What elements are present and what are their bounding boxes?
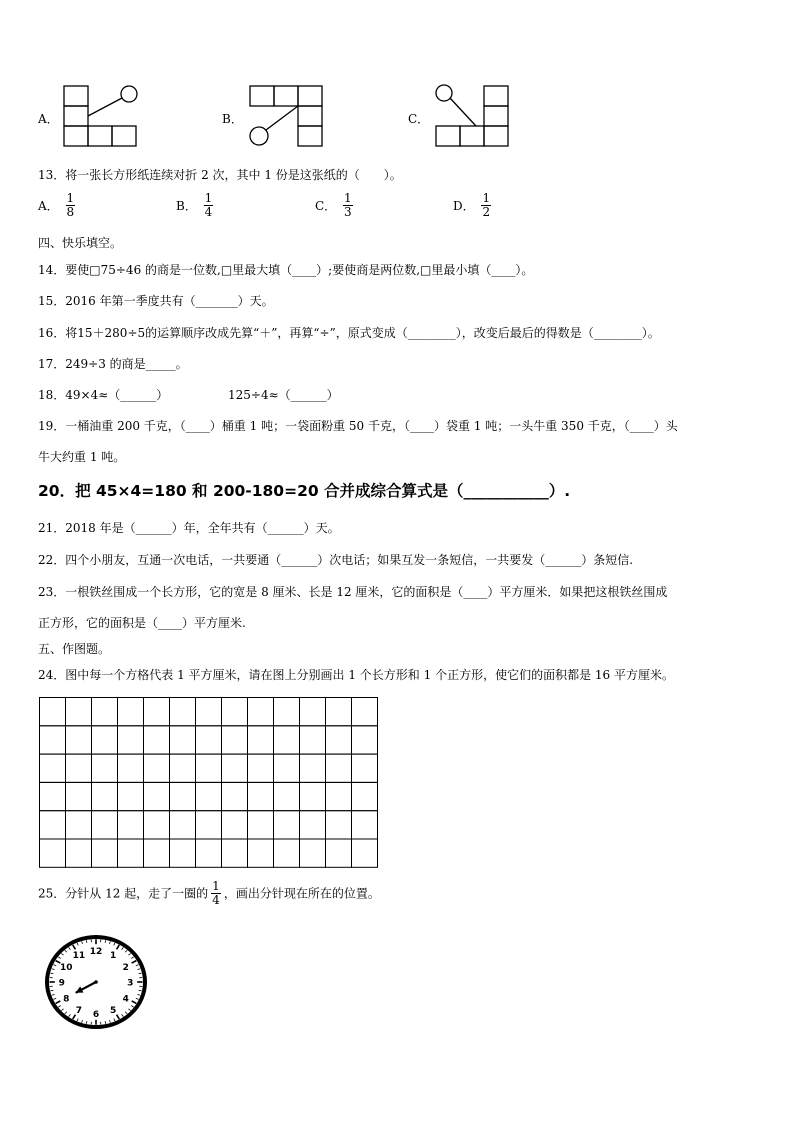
question-24: 24．图中每一个方格代表 1 平方厘米，请在图上分别画出 1 个长方形和 1 个正方形，使它们的面积都是 16 平方厘米。 — [38, 668, 674, 682]
q13-option-b-fraction: $\frac{1}{4}$ — [204, 191, 213, 219]
grid-cell[interactable] — [144, 726, 170, 754]
clock-number: 10 — [60, 962, 73, 973]
q13-option-d-fraction: $\frac{1}{2}$ — [482, 191, 491, 219]
grid-cell[interactable] — [326, 839, 352, 867]
grid-cell[interactable] — [118, 811, 144, 839]
grid-cell[interactable] — [92, 754, 118, 782]
grid-cell[interactable] — [196, 698, 222, 726]
grid-cell[interactable] — [248, 782, 274, 810]
grid-cell[interactable] — [248, 698, 274, 726]
clock-number: 7 — [75, 1005, 82, 1016]
grid-cell[interactable] — [66, 839, 92, 867]
question-18b: 125÷4≈（______） — [228, 388, 339, 402]
clock-tick — [139, 973, 142, 974]
clock-number: 9 — [58, 978, 65, 989]
grid-cell[interactable] — [300, 726, 326, 754]
grid-cell[interactable] — [352, 726, 378, 754]
clock-number: 4 — [122, 994, 129, 1005]
grid-cell[interactable] — [274, 811, 300, 839]
question-15: 15．2016 年第一季度共有（_______）天。 — [38, 294, 274, 308]
grid-cell[interactable] — [326, 811, 352, 839]
grid-cell[interactable] — [40, 726, 66, 754]
question-23-line1: 23．一根铁丝围成一个长方形，它的宽是 8 厘米、长是 12 厘米，它的面积是（____）平方厘米．如果把这根铁丝围成 — [38, 585, 668, 599]
figure-option-a-label: A． — [38, 112, 59, 126]
clock-center-pin — [94, 980, 98, 984]
grid-cell[interactable] — [144, 698, 170, 726]
grid-cell[interactable] — [144, 782, 170, 810]
figure-option-c-label: C． — [408, 112, 430, 126]
grid-cell[interactable] — [248, 754, 274, 782]
question-23-line2: 正方形，它的面积是（____）平方厘米. — [38, 616, 246, 630]
figure-option-c — [432, 84, 516, 148]
grid-cell[interactable] — [274, 698, 300, 726]
clock-number: 11 — [72, 951, 86, 962]
q13-option-d — [453, 192, 494, 219]
grid-cell[interactable] — [144, 839, 170, 867]
grid-cell[interactable] — [222, 811, 248, 839]
grid-cell[interactable] — [274, 782, 300, 810]
grid-cell[interactable] — [40, 839, 66, 867]
figure-option-b — [244, 84, 328, 148]
grid-cell[interactable] — [274, 726, 300, 754]
grid-cell[interactable] — [92, 811, 118, 839]
grid-cell[interactable] — [196, 839, 222, 867]
grid-cell[interactable] — [92, 698, 118, 726]
q13-option-a-label: A． — [38, 199, 59, 213]
grid-cell[interactable] — [66, 811, 92, 839]
grid-cell[interactable] — [196, 754, 222, 782]
grid-cell[interactable] — [118, 782, 144, 810]
grid-cell[interactable] — [352, 811, 378, 839]
clock-number: 3 — [127, 978, 134, 989]
grid-cell[interactable] — [40, 698, 66, 726]
clock-tick — [139, 990, 142, 991]
question-14: 14．要使□75÷46 的商是一位数,□里最大填（____）;要使商是两位数,□里最小填（____）。 — [38, 263, 534, 277]
grid-cell[interactable] — [222, 839, 248, 867]
question-19-line2: 牛大约重 1 吨。 — [38, 450, 126, 464]
clock-tick — [50, 990, 53, 991]
grid-cell[interactable] — [196, 726, 222, 754]
grid-cell[interactable] — [300, 698, 326, 726]
grid-cell[interactable] — [170, 698, 196, 726]
grid-cell[interactable] — [300, 839, 326, 867]
grid-cell[interactable] — [40, 754, 66, 782]
grid-cell[interactable] — [144, 811, 170, 839]
clock-number: 1 — [110, 951, 117, 962]
q13-option-c-fraction: $\frac{1}{3}$ — [344, 191, 352, 219]
question-25-fraction: $\frac{1}{4}$ — [212, 879, 220, 907]
grid-cell[interactable] — [222, 754, 248, 782]
grid-cell[interactable] — [92, 839, 118, 867]
grid-cell[interactable] — [326, 754, 352, 782]
grid-cell[interactable] — [274, 754, 300, 782]
grid-cell[interactable] — [248, 811, 274, 839]
grid-cell[interactable] — [170, 782, 196, 810]
question-17: 17．249÷3 的商是_____。 — [38, 357, 188, 371]
grid-cell[interactable] — [170, 811, 196, 839]
grid-cell[interactable] — [92, 726, 118, 754]
q13-option-a-fraction: $\frac{1}{8}$ — [66, 191, 75, 219]
q13-option-b-label: B． — [176, 199, 197, 213]
clock-number: 8 — [63, 994, 70, 1005]
grid-cell[interactable] — [170, 754, 196, 782]
square-grid[interactable] — [39, 697, 381, 867]
question-20: 20．把 45×4=180 和 200-180=20 合并成综合算式是（___________）. — [38, 482, 571, 500]
grid-cell[interactable] — [352, 698, 378, 726]
grid-cell[interactable] — [170, 726, 196, 754]
question-25 — [38, 880, 380, 907]
grid-cell[interactable] — [222, 698, 248, 726]
question-19-line1: 19．一桶油重 200 千克，（____）桶重 1 吨；一袋面粉重 50 千克，（____）袋重 1 吨；一头牛重 350 千克，（____）头 — [38, 419, 678, 433]
clock-number: 12 — [89, 947, 103, 957]
grid-cell[interactable] — [118, 754, 144, 782]
grid-cell[interactable] — [196, 811, 222, 839]
grid-cell[interactable] — [248, 726, 274, 754]
question-18a: 18．49×4≈（______） — [38, 388, 169, 402]
grid-cell[interactable] — [248, 839, 274, 867]
figure-option-b-label: B． — [222, 112, 243, 126]
grid-cell[interactable] — [300, 782, 326, 810]
clock-face[interactable] — [44, 934, 150, 1030]
q13-option-b — [176, 192, 216, 219]
question-25-after: ，画出分针现在所在的位置。 — [223, 886, 380, 901]
grid-cell[interactable] — [40, 811, 66, 839]
clock-number: 5 — [110, 1005, 117, 1016]
grid-cell[interactable] — [66, 726, 92, 754]
section-4-heading: 四、快乐填空。 — [38, 236, 123, 250]
q13-option-c — [315, 192, 356, 219]
grid-cell[interactable] — [274, 839, 300, 867]
grid-cell[interactable] — [300, 811, 326, 839]
figure-option-a — [62, 84, 142, 148]
grid-cell[interactable] — [352, 782, 378, 810]
grid-cell[interactable] — [40, 782, 66, 810]
grid-cell[interactable] — [352, 754, 378, 782]
clock-number: 2 — [122, 962, 129, 973]
question-16: 16．将15＋280÷5的运算顺序改成先算“＋”，再算“÷”，原式变成（________），改变后最后的得数是（________）。 — [38, 326, 660, 340]
grid-cell[interactable] — [66, 782, 92, 810]
grid-cell[interactable] — [118, 839, 144, 867]
grid-cell[interactable] — [352, 839, 378, 867]
grid-cell[interactable] — [326, 782, 352, 810]
grid-cell[interactable] — [170, 839, 196, 867]
grid-cell[interactable] — [118, 698, 144, 726]
q13-option-a — [38, 192, 78, 219]
grid-cell[interactable] — [326, 726, 352, 754]
grid-cell[interactable] — [300, 754, 326, 782]
grid-cell[interactable] — [66, 698, 92, 726]
q13-option-d-label: D． — [453, 199, 475, 213]
grid-cell[interactable] — [196, 782, 222, 810]
grid-cell[interactable] — [92, 782, 118, 810]
grid-cell[interactable] — [66, 754, 92, 782]
clock-tick — [50, 973, 53, 974]
grid-cell[interactable] — [326, 698, 352, 726]
section-5-heading: 五、作图题。 — [38, 642, 111, 656]
question-25-before: 25．分针从 12 起，走了一圈的 — [38, 886, 209, 901]
grid-cell[interactable] — [222, 726, 248, 754]
grid-cell[interactable] — [144, 754, 170, 782]
grid-cell[interactable] — [118, 726, 144, 754]
grid-cell[interactable] — [222, 782, 248, 810]
clock-number: 6 — [92, 1010, 100, 1020]
question-13: 13．将一张长方形纸连续对折 2 次，其中 1 份是这张纸的（ ）。 — [38, 168, 402, 182]
question-21: 21．2018 年是（______）年，全年共有（______）天。 — [38, 521, 340, 535]
question-22: 22．四个小朋友，互通一次电话，一共要通（______）次电话；如果互发一条短信，一共要发（______）条短信. — [38, 553, 634, 567]
q13-option-c-label: C． — [315, 199, 337, 213]
